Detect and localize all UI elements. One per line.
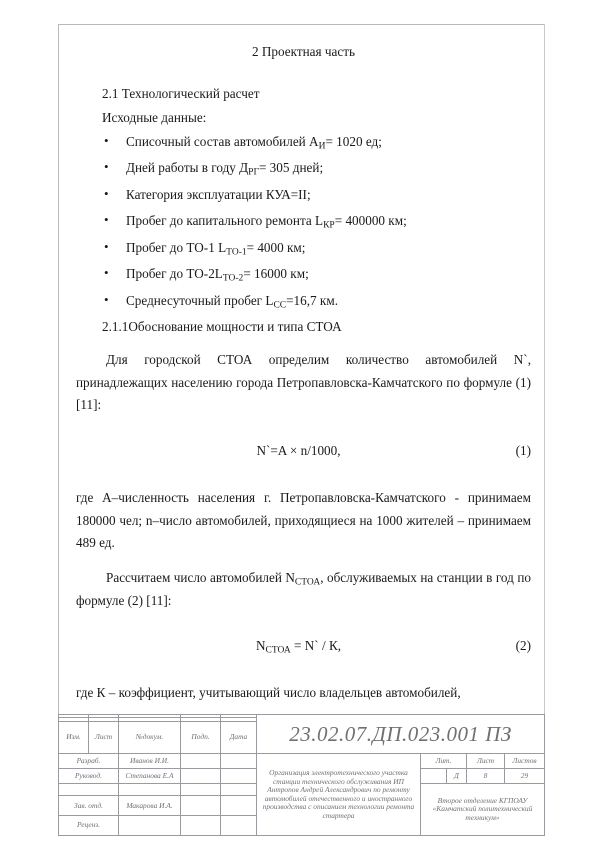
param-subscript: КР xyxy=(323,220,335,231)
list-item xyxy=(76,160,531,177)
list-item xyxy=(76,266,531,283)
paragraph-text-before: Рассчитаем число автомобилей N xyxy=(106,570,295,586)
title-block-table xyxy=(58,714,545,836)
cell-empty xyxy=(181,796,221,816)
document-content xyxy=(76,36,531,707)
header-sheets: Листов xyxy=(504,754,544,769)
param-subscript: ТО-2 xyxy=(222,273,244,284)
cell-empty xyxy=(221,784,257,796)
formula-2-row xyxy=(76,638,531,656)
param-subscript: СС xyxy=(273,300,287,311)
list-item xyxy=(76,240,531,257)
param-text-before: Категория эксплуатации КУА=II; xyxy=(126,186,311,202)
param-subscript: РГ xyxy=(248,167,259,178)
value-sheet: 8 xyxy=(466,769,504,784)
formula-1: N`=A × n/1000, xyxy=(256,442,341,458)
paragraph-spacer xyxy=(76,557,531,567)
cell-empty xyxy=(221,796,257,816)
param-text-before: Пробег до ТО-2L xyxy=(126,266,223,282)
paragraph-formula1-variables: где А–численность населения г. Петропавловска-Камчатского - принимаем 180000 чел; n–число автомобилей, приходящиеся на 1000 жителей – принимаем 489 ед. xyxy=(76,489,531,551)
list-item xyxy=(76,213,531,230)
name-razrab: Иванов И.И. xyxy=(119,754,181,769)
role-recenz: Реценз. xyxy=(59,816,119,836)
cell-empty xyxy=(221,816,257,836)
section-heading: 2.1 Технологический расчет xyxy=(102,85,260,101)
header-list: Лист xyxy=(89,721,119,754)
param-text-before: Дней работы в году Д xyxy=(126,160,249,176)
param-text-before: Среднесуточный пробег L xyxy=(126,292,274,308)
cell-empty xyxy=(181,816,221,836)
value-lit: Д xyxy=(446,769,466,784)
list-item xyxy=(76,134,531,151)
formula-2-text-after: = N` / К, xyxy=(290,638,342,654)
role-razrab: Разраб. xyxy=(59,754,119,769)
list-item xyxy=(76,293,531,310)
header-lit: Лит. xyxy=(420,754,466,769)
param-text-before: Пробег до ТО-1 L xyxy=(126,239,227,255)
paragraph-text-after: , обслуживаемых на станции в год по формуле (2) [11]: xyxy=(76,570,532,608)
cell-empty xyxy=(181,754,221,769)
table-row xyxy=(59,754,545,769)
parameters-list xyxy=(76,134,531,310)
param-text-after: = 305 дней; xyxy=(258,160,324,176)
formula-1-number: (1) xyxy=(515,442,531,458)
cell-empty xyxy=(221,754,257,769)
header-izm: Изм. xyxy=(59,721,89,754)
cell-empty xyxy=(181,769,221,784)
role-zavotd: Зав. отд. xyxy=(59,796,119,816)
paragraph-subscript: СТОА xyxy=(294,577,321,588)
cell-empty xyxy=(221,769,257,784)
param-text-before: Списочный состав автомобилей А xyxy=(126,133,319,149)
cell-empty-lit xyxy=(420,769,446,784)
param-subscript: ТО-1 xyxy=(226,247,247,258)
param-text-before: Пробег до капитального ремонта L xyxy=(126,213,324,229)
header-podp: Подп. xyxy=(181,721,221,754)
param-text-after: = 400000 км; xyxy=(334,213,407,229)
title-block xyxy=(58,714,545,836)
name-rukovod: Степанова Е.А xyxy=(119,769,181,784)
paragraph-formula2-variables: где К – коэффициент, учитывающий число владельцев автомобилей, xyxy=(76,685,461,701)
name-recenz xyxy=(119,816,181,836)
name-blank xyxy=(119,784,181,796)
header-sheet: Лист xyxy=(466,754,504,769)
formula-2 xyxy=(76,638,531,654)
list-item xyxy=(76,187,531,204)
paragraph-formula1-intro: Для городской СТОА определим количество автомобилей N`, принадлежащих населению города Петропавловска-Камчатского по формуле (1) [11]: xyxy=(76,351,531,413)
value-sheets: 29 xyxy=(504,769,544,784)
cell-empty xyxy=(181,784,221,796)
param-subscript: И xyxy=(318,141,326,152)
param-text-after: = 1020 ед; xyxy=(325,133,382,149)
param-text-after: =16,7 км. xyxy=(286,292,338,308)
paragraph-formula2-intro xyxy=(76,567,531,612)
page-title: 2 Проектная часть xyxy=(251,44,355,59)
initial-data-label: Исходные данные: xyxy=(102,110,207,126)
name-zavotd: Макарова И.А. xyxy=(119,796,181,816)
document-code: 23.02.07.ДП.023.001 ПЗ xyxy=(289,722,512,747)
project-description: Организация электротехнического участка станции технического обслуживания ИП Антропов Андрей Александрович по ремонту автомобилей отечественного и иностранного производства с описанием технологии ремонта стартера xyxy=(257,754,421,836)
institution-name: Второе отделение КГПОАУ «Камчатский политехнический техникум» xyxy=(420,784,544,836)
formula-2-number: (2) xyxy=(515,638,531,654)
header-data: Дата xyxy=(221,721,257,754)
role-blank xyxy=(59,784,119,796)
role-rukovod: Руковод. xyxy=(59,769,119,784)
param-text-after: = 4000 км; xyxy=(246,239,306,255)
document-code-cell xyxy=(257,715,545,754)
subsection-heading: 2.1.1Обоснование мощности и типа СТОА xyxy=(102,319,342,335)
formula-2-text-before: N xyxy=(255,638,266,654)
param-text-after: = 16000 км; xyxy=(243,266,309,282)
header-dokum: №докум. xyxy=(119,721,181,754)
formula-1-row xyxy=(76,443,531,461)
formula-2-subscript: СТОА xyxy=(265,645,291,656)
